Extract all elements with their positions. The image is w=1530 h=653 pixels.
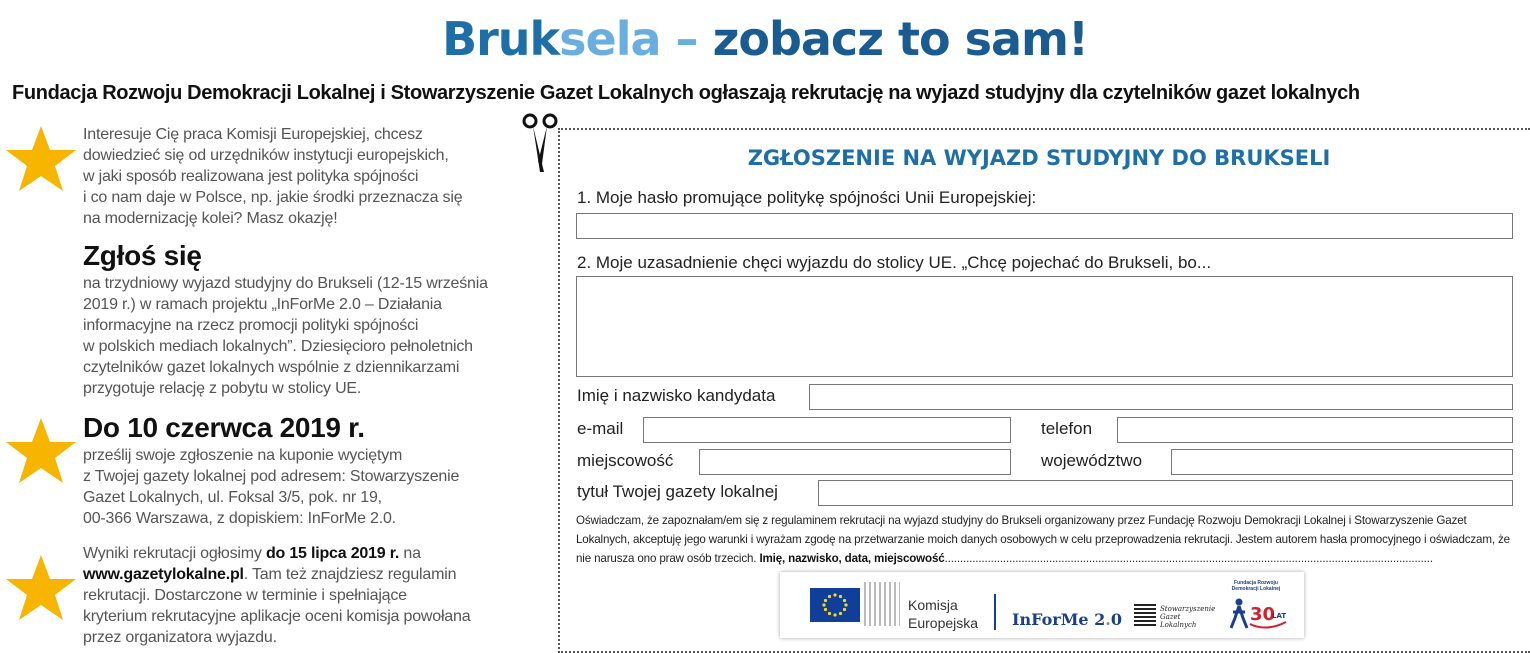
- results-text: . Tam też znajdziesz regulamin: [243, 566, 457, 583]
- deadline-heading: Do 10 czerwca 2019 r.: [83, 412, 365, 443]
- consent-text: Oświadczam, że zapoznałam/em się z regulaminem rekrutacji na wyjazd studyjny do Brukseli organizowany przez Fundację Rozwoju Demokracji Lokalnej i Stowarzyszenie Gazet Lokalnych, akceptuję jego warunki i wyrażam zgodę na przetwarzanie moich danych osobowych w celu przeprowadzenia rekrutacji. Jestem autorem hasła promocyjnego i oświadczam, że nie narusza ono praw osób trzecich.: [576, 514, 1510, 565]
- star-icon: [4, 124, 78, 194]
- results-date: do 15 lipca 2019 r.: [265, 545, 400, 562]
- logo-divider: [994, 594, 996, 630]
- name-label: Imię i nazwisko kandydata: [577, 386, 776, 405]
- scissors-icon: [520, 112, 560, 174]
- frdl-logo-text: [1226, 580, 1286, 592]
- deadline-paragraph: [83, 445, 459, 529]
- apply-line: na trzydniowy wyjazd studyjny do Brukseli (12-15 września: [83, 275, 488, 292]
- informe-logo: [1012, 610, 1122, 629]
- sgl-logo-icon: [1134, 604, 1156, 626]
- phone-input[interactable]: [1117, 417, 1513, 443]
- intro-line: dowiedzieć się od urzędników instytucji europejskich,: [83, 147, 449, 164]
- deadline-line: prześlij swoje zgłoszenie na kuponie wyciętym: [83, 447, 403, 464]
- city-input[interactable]: [699, 449, 1011, 475]
- european-commission-logo: [908, 596, 978, 632]
- intro-line: w jaki sposób realizowana jest polityka spójności: [83, 168, 419, 185]
- consent-statement: [576, 511, 1516, 568]
- results-text: na: [399, 545, 421, 562]
- ec-logo-text: Komisja: [908, 597, 958, 613]
- deadline-line: z Twojej gazety lokalnej pod adresem: Stowarzyszenie: [83, 468, 460, 485]
- motivation-textarea[interactable]: [576, 276, 1513, 377]
- question-2-label: 2. Moje uzasadnienie chęci wyjazdu do stolicy UE. „Chcę pojechać do Brukseli, bo...: [577, 253, 1212, 272]
- email-input[interactable]: [643, 417, 1011, 443]
- headline-part-1: Bruk: [442, 12, 560, 66]
- star-icon: [4, 416, 78, 486]
- headline-part-2: sela –: [559, 12, 713, 66]
- phone-label: telefon: [1041, 419, 1093, 438]
- star-icon: [4, 553, 78, 623]
- ec-logo-text: Europejska: [908, 615, 979, 631]
- frdl-logo-line: Fundacja Rozwoju: [1234, 580, 1278, 586]
- results-text: przez organizatora wyjazdu.: [83, 629, 277, 646]
- region-input[interactable]: [1171, 449, 1513, 475]
- deadline-line: 00-366 Warszawa, z dopiskiem: InForMe 2.0.: [83, 510, 396, 527]
- subheadline: Fundacja Rozwoju Demokracji Lokalnej i Stowarzyszenie Gazet Lokalnych ogłaszają rekrutację na wyjazd studyjny dla czytelników gazet lokalnych: [12, 82, 1360, 104]
- results-paragraph: [83, 543, 470, 648]
- consent-signature-line[interactable]: ...............................................................................................................................................................: [944, 552, 1433, 565]
- consent-signature-label: Imię, nazwisko, data, miejscowość: [759, 552, 945, 565]
- deadline-line: Gazet Lokalnych, ul. Foksal 3/5, pok. nr 19,: [83, 489, 382, 506]
- commission-building-icon: [864, 582, 900, 626]
- apply-line: informacyjne na rzecz promocji polityki spójności: [83, 317, 419, 334]
- eu-flag-icon: [810, 588, 860, 622]
- headline-part-3: zobacz to sam!: [712, 12, 1088, 66]
- results-text: rekrutacji. Dostarczone w terminie i spełniające: [83, 587, 407, 604]
- region-label: województwo: [1041, 451, 1143, 470]
- intro-paragraph: [83, 124, 462, 229]
- results-website-link[interactable]: www.gazetylokalne.pl: [83, 566, 244, 583]
- question-1-label: 1. Moje hasło promujące politykę spójności Unii Europejskiej:: [577, 188, 1037, 207]
- intro-line: Interesuje Cię praca Komisji Europejskiej, chcesz: [83, 126, 423, 143]
- sgl-logo-text: Lokalnych: [1160, 621, 1197, 629]
- apply-line: czytelników gazet lokalnych wspólnie z dziennikarzami: [83, 359, 460, 376]
- headline: [0, 12, 1530, 66]
- apply-heading: Zgłoś się: [83, 240, 202, 271]
- informe-version: 0: [1110, 610, 1123, 629]
- sgl-logo-text: Stowarzyszenie: [1160, 605, 1216, 613]
- newspaper-label: tytuł Twojej gazety lokalnej: [577, 482, 778, 501]
- apply-line: w polskich mediach lokalnych”. Dziesięcioro pełnoletnich: [83, 338, 473, 355]
- form-title: ZGŁOSZENIE NA WYJAZD STUDYJNY DO BRUKSELI: [747, 146, 1331, 170]
- sgl-logo: [1160, 605, 1215, 629]
- informe-text: InForMe 2: [1012, 610, 1106, 629]
- apply-line: przygotuje relację z pobytu w stolicy UE.: [83, 380, 362, 397]
- results-text: kryterium rekrutacyjne aplikacje oceni komisja powołana: [83, 608, 471, 625]
- sgl-logo-text: Gazet: [1160, 613, 1181, 621]
- frdl-logo-line: Demokracji Lokalnej: [1231, 586, 1281, 592]
- slogan-input[interactable]: [576, 213, 1513, 239]
- name-input[interactable]: [809, 384, 1513, 410]
- frdl-30-years-logo: [1230, 596, 1290, 630]
- city-label: miejscowość: [577, 451, 674, 470]
- badge-word: LAT: [1272, 612, 1287, 620]
- newspaper-input[interactable]: [818, 480, 1513, 506]
- apply-paragraph: [83, 273, 488, 399]
- apply-line: 2019 r.) w ramach projektu „InForMe 2.0 – Działania: [83, 296, 442, 313]
- results-text: Wyniki rekrutacji ogłosimy: [83, 545, 266, 562]
- badge-number: 30: [1250, 604, 1276, 625]
- informe-dot: .: [1105, 610, 1111, 629]
- intro-line: na modernizację kolei? Masz okazję!: [83, 210, 338, 227]
- email-label: e-mail: [577, 419, 624, 438]
- partner-logos: [780, 572, 1304, 638]
- intro-line: i co nam daje w Polsce, np. jakie środki przeznacza się: [83, 189, 463, 206]
